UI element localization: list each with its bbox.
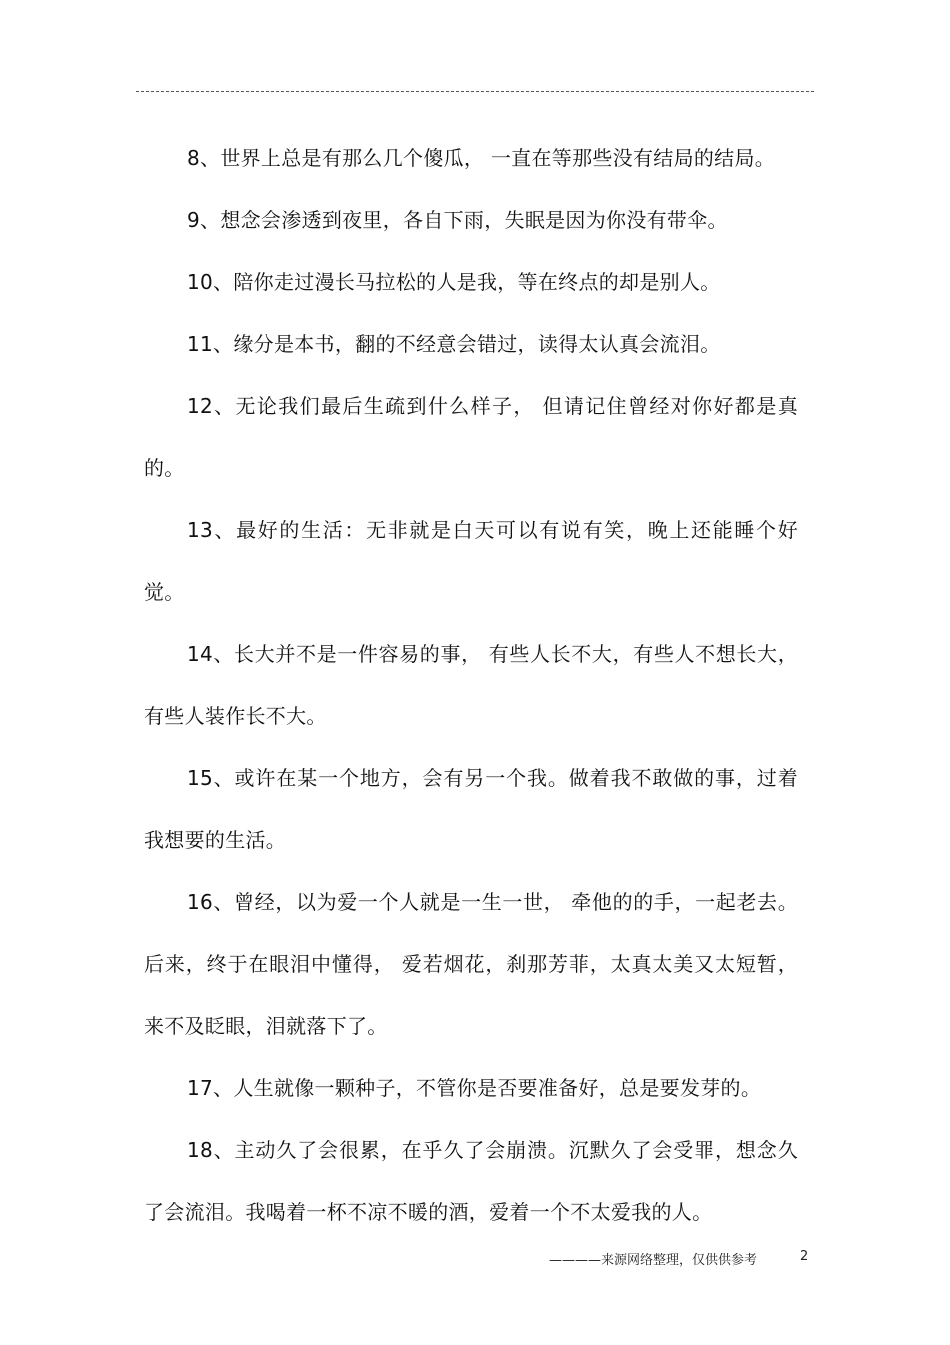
- page-number: 2: [800, 1249, 809, 1264]
- paragraph-18: 18、主动久了会很累，在乎久了会崩溃。沉默久了会受罪，想念久了会流泪。我喝着一杯不凉不暖的酒，爱着一个不太爱我的人。: [144, 1138, 798, 1224]
- paragraph-10: 10、陪你走过漫长马拉松的人是我，等在终点的却是别人。: [187, 270, 721, 294]
- paragraph-12: 12、无论我们最后生疏到什么样子， 但请记住曾经对你好都是真的。: [144, 394, 798, 480]
- paragraph-15: 15、或许在某一个地方，会有另一个我。做着我不敢做的事，过着我想要的生活。: [144, 766, 798, 852]
- paragraph-14: 14、长大并不是一件容易的事， 有些人长不大，有些人不想长大，有些人装作长不大。: [144, 642, 798, 728]
- paragraph-16: 16、曾经，以为爱一个人就是一生一世， 牵他的的手，一起老去。后来，终于在眼泪中懂得， 爱若烟花，刹那芳菲，太真太美又太短暂，来不及眨眼，泪就落下了。: [144, 890, 798, 1038]
- paragraph-9: 9、想念会渗透到夜里，各自下雨，失眠是因为你没有带伞。: [187, 208, 728, 232]
- document-body: [144, 127, 798, 1243]
- paragraph-17: 17、人生就像一颗种子，不管你是否要准备好，总是要发芽的。: [187, 1076, 762, 1100]
- paragraph-11: 11、缘分是本书，翻的不经意会错过，读得太认真会流泪。: [187, 332, 721, 356]
- footer-source-note: ————来源网络整理，仅供供参考: [549, 1253, 758, 1268]
- paragraph-13: 13、最好的生活：无非就是白天可以有说有笑，晚上还能睡个好觉。: [144, 518, 798, 604]
- page-footer: [0, 1249, 950, 1269]
- paragraph-8: 8、世界上总是有那么几个傻瓜， 一直在等那些没有结局的结局。: [187, 146, 776, 170]
- header-divider: [136, 91, 814, 92]
